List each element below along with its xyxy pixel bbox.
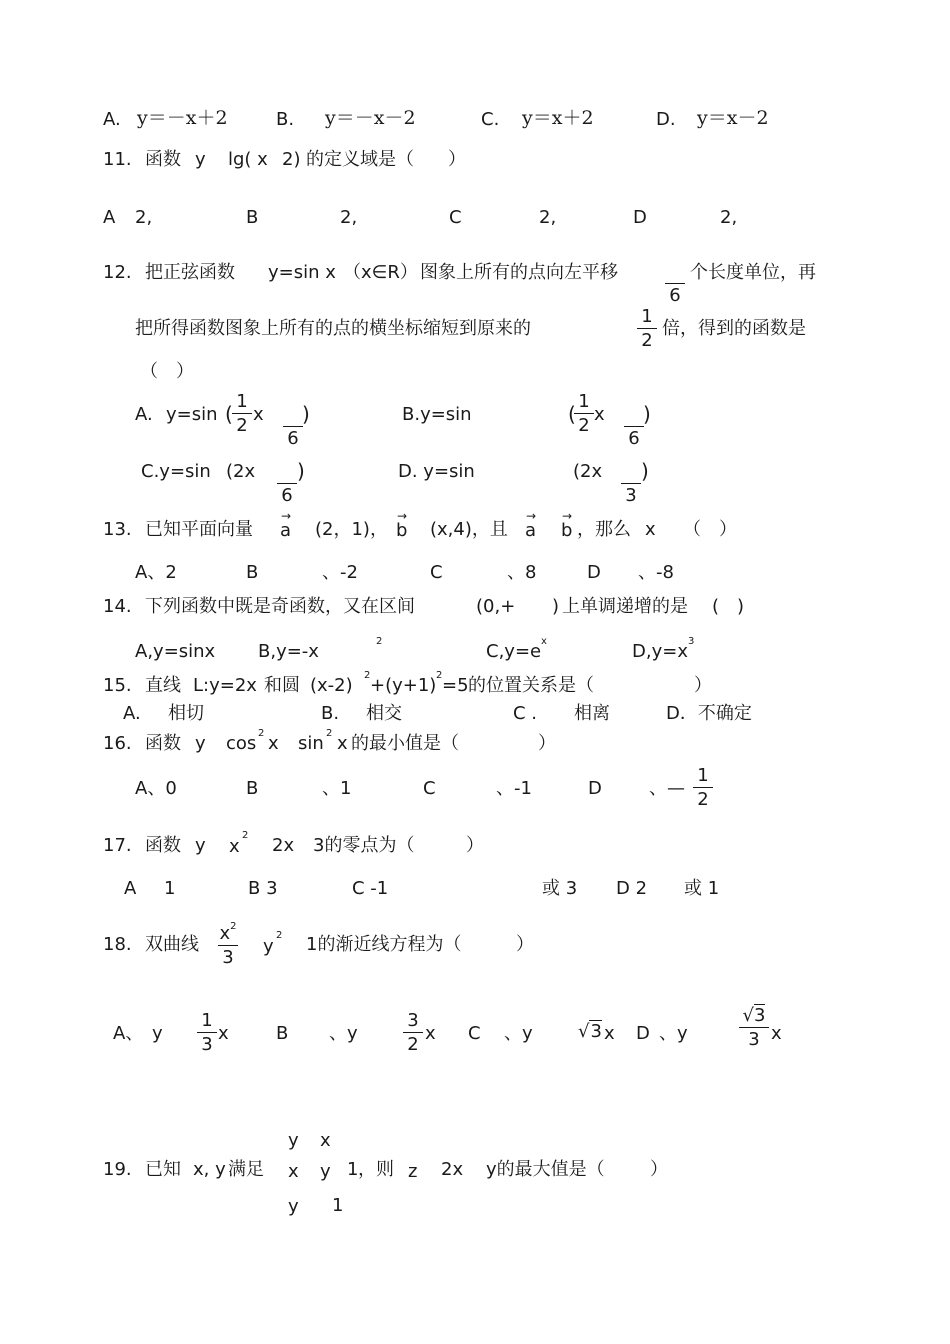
question-text: (x-2) bbox=[310, 675, 353, 696]
option-text: 、8 bbox=[507, 562, 537, 583]
question-text: 的位置关系是（ bbox=[468, 675, 594, 696]
exponent: 2 bbox=[242, 830, 249, 841]
option-text: x bbox=[218, 1023, 229, 1044]
fraction-three-halves: 3 2 bbox=[402, 1012, 424, 1054]
option-label: D bbox=[588, 778, 602, 799]
question-text: 2x bbox=[272, 835, 295, 856]
question-text: y bbox=[195, 835, 206, 856]
vector-arrow-icon: → bbox=[526, 509, 537, 523]
fraction-one-half: 1 2 bbox=[573, 393, 595, 435]
option-text: y＝－x－2 bbox=[325, 107, 416, 129]
vector-a: a bbox=[525, 520, 537, 541]
option-text: y＝x－2 bbox=[697, 107, 769, 129]
fraction-one-half: 1 2 bbox=[692, 767, 714, 809]
question-number: 14. bbox=[103, 596, 132, 617]
option-text: 、— bbox=[649, 778, 685, 799]
option-label: A. bbox=[135, 404, 153, 425]
fraction-pi-over-6: 6 bbox=[664, 263, 686, 305]
question-text: ） bbox=[538, 733, 556, 754]
option-label: B. bbox=[321, 703, 340, 724]
option-text: y＝x＋2 bbox=[522, 107, 594, 129]
fraction-pi-over-6: 6 bbox=[623, 406, 645, 448]
vector-a: a bbox=[280, 520, 292, 541]
option-text: x bbox=[253, 404, 264, 425]
option-text: x bbox=[771, 1023, 782, 1044]
question-text: lg( x bbox=[228, 149, 268, 170]
question-text: y bbox=[195, 149, 206, 170]
option-text: x bbox=[604, 1023, 615, 1044]
question-text: (0,+ bbox=[476, 596, 516, 617]
question-text: y的最大值是（ bbox=[486, 1159, 605, 1180]
option-text: 、-8 bbox=[638, 562, 674, 583]
question-text: (2，1)， bbox=[315, 519, 388, 540]
option-text: 2, bbox=[135, 207, 153, 228]
option-label: D bbox=[587, 562, 601, 583]
option-text: ( bbox=[568, 402, 576, 426]
option-text: (2x bbox=[573, 461, 603, 482]
option-text: 相交 bbox=[366, 703, 402, 724]
answer-paren: （ ） bbox=[683, 519, 737, 540]
question-text: 双曲线 bbox=[145, 934, 199, 955]
option-text: y bbox=[152, 1023, 163, 1044]
question-text: ） bbox=[448, 149, 466, 170]
option-label: C bbox=[430, 562, 443, 583]
question-text: L:y=2x bbox=[193, 675, 257, 696]
question-text: x bbox=[268, 733, 279, 754]
question-text: x bbox=[645, 519, 656, 540]
fraction-one-half: 1 2 bbox=[231, 393, 253, 435]
question-text: =5 bbox=[442, 675, 469, 696]
exponent: 2 bbox=[276, 930, 283, 941]
question-text: ） bbox=[650, 1159, 668, 1180]
question-text: （x∈R） bbox=[343, 262, 418, 283]
question-text: 函数 bbox=[145, 149, 181, 170]
option-text: 2, bbox=[340, 207, 358, 228]
question-text: 和圆 bbox=[264, 675, 300, 696]
answer-paren: ( ) bbox=[712, 596, 745, 617]
option-text: ) bbox=[302, 402, 310, 426]
question-text: 函数 bbox=[145, 733, 181, 754]
question-text: 的最小值是（ bbox=[351, 733, 459, 754]
exponent: 2 bbox=[436, 670, 443, 681]
fraction-one-half: 1 2 bbox=[636, 308, 658, 350]
option-text: 相切 bbox=[168, 703, 204, 724]
vector-b: b bbox=[561, 520, 573, 541]
question-number: 16. bbox=[103, 733, 132, 754]
question-text: 已知平面向量 bbox=[145, 519, 253, 540]
option-label: A bbox=[124, 878, 137, 899]
question-number: 15. bbox=[103, 675, 132, 696]
constraint-term: y bbox=[288, 1130, 299, 1151]
vector-arrow-icon: → bbox=[562, 509, 573, 523]
question-text: 2) bbox=[282, 149, 301, 170]
question-text: ） bbox=[466, 835, 484, 856]
option-text: 、-1 bbox=[496, 778, 532, 799]
answer-paren: （ ） bbox=[140, 361, 194, 382]
option-text: A、2 bbox=[135, 562, 177, 583]
option-text: y＝－x＋2 bbox=[137, 107, 228, 129]
fraction-pi-over-3: 3 bbox=[620, 463, 642, 505]
option-label: A bbox=[103, 207, 116, 228]
option-text: ) bbox=[297, 459, 305, 483]
option-text: B 3 bbox=[248, 878, 278, 899]
constraint-term: y bbox=[288, 1196, 299, 1217]
option-label: B bbox=[276, 1023, 289, 1044]
question-text: 3的零点为（ bbox=[313, 835, 415, 856]
exponent: 3 bbox=[688, 636, 695, 647]
constraint-term: 1 bbox=[347, 1159, 359, 1180]
vector-arrow-icon: → bbox=[281, 509, 292, 523]
option-label: C.y=sin bbox=[141, 461, 211, 482]
option-label: B bbox=[246, 778, 259, 799]
option-text: 或 1 bbox=[684, 878, 720, 899]
question-text: ） bbox=[694, 675, 712, 696]
question-number: 17. bbox=[103, 835, 132, 856]
option-label: A. bbox=[123, 703, 141, 724]
question-text: ) bbox=[552, 596, 560, 617]
option-text: 或 3 bbox=[542, 878, 578, 899]
option-label: D. bbox=[656, 109, 676, 130]
option-text: C,y=e bbox=[486, 641, 542, 662]
question-text: 满足 bbox=[228, 1159, 264, 1180]
question-text: x bbox=[337, 733, 348, 754]
option-text: y=sin bbox=[166, 404, 218, 425]
option-text: 1 bbox=[164, 878, 176, 899]
question-number: 13. bbox=[103, 519, 132, 540]
question-number: 19. bbox=[103, 1159, 132, 1180]
question-text: y=sin x bbox=[268, 262, 336, 283]
option-label: A、 bbox=[113, 1023, 144, 1044]
option-text: D 2 bbox=[616, 878, 648, 899]
option-label: B.y=sin bbox=[402, 404, 472, 425]
question-text: 上单调递增的是 bbox=[562, 596, 688, 617]
question-text: 的定义域是（ bbox=[306, 149, 414, 170]
question-text: ） bbox=[516, 934, 534, 955]
option-label: D. y=sin bbox=[398, 461, 475, 482]
question-text: 直线 bbox=[145, 675, 181, 696]
fraction-sqrt3-over-3: √3 3 bbox=[738, 1007, 770, 1049]
option-text: B,y=-x bbox=[258, 641, 319, 662]
fraction-one-third: 1 3 bbox=[196, 1012, 218, 1054]
fraction-x-squared-over-3: $x^2$ 3 bbox=[219, 921, 237, 968]
question-number: 18. bbox=[103, 934, 132, 955]
option-label: A. bbox=[103, 109, 121, 130]
option-text: ( bbox=[225, 402, 233, 426]
option-text: A,y=sinx bbox=[135, 641, 216, 662]
question-text: 倍，得到的函数是 bbox=[662, 318, 806, 339]
question-text: 把正弦函数 bbox=[145, 262, 235, 283]
exponent: 2 bbox=[258, 728, 265, 739]
option-text: ) bbox=[643, 402, 651, 426]
exponent: x bbox=[541, 636, 547, 647]
option-label: C . bbox=[513, 703, 538, 724]
option-label: D bbox=[633, 207, 647, 228]
question-text: 把所得函数图象上所有的点的横坐标缩短到原来的 bbox=[135, 318, 531, 339]
question-text: 下列函数中既是奇函数，又在区间 bbox=[145, 596, 415, 617]
question-text: 图象上所有的点向左平移 bbox=[420, 262, 618, 283]
option-text: ) bbox=[641, 459, 649, 483]
option-label: D bbox=[636, 1023, 650, 1044]
option-text: 、-2 bbox=[322, 562, 358, 583]
question-text: ，那么 bbox=[577, 519, 631, 540]
exponent: 2 bbox=[326, 728, 333, 739]
option-text: 相离 bbox=[574, 703, 610, 724]
question-text: +(y+1) bbox=[370, 675, 437, 696]
option-text: C -1 bbox=[352, 878, 389, 899]
option-text: (2x bbox=[226, 461, 256, 482]
question-text: (x,4)，且 bbox=[430, 519, 508, 540]
question-number: 12. bbox=[103, 262, 132, 283]
question-text: cos bbox=[226, 733, 257, 754]
option-text: 、y bbox=[659, 1023, 688, 1044]
question-text: 函数 bbox=[145, 835, 181, 856]
option-label: B bbox=[246, 562, 259, 583]
vector-arrow-icon: → bbox=[397, 509, 408, 523]
option-text: x bbox=[425, 1023, 436, 1044]
option-text: x bbox=[594, 404, 605, 425]
option-text: D．不确定 bbox=[666, 703, 752, 724]
question-text: 已知 bbox=[145, 1159, 181, 1180]
question-number: 11. bbox=[103, 149, 132, 170]
question-text: ，则 bbox=[358, 1159, 394, 1180]
option-text: D,y=x bbox=[632, 641, 688, 662]
question-text: y bbox=[195, 733, 206, 754]
option-label: C. bbox=[481, 109, 500, 130]
option-label: C bbox=[449, 207, 462, 228]
option-label: B bbox=[246, 207, 259, 228]
question-text: 个长度单位，再 bbox=[690, 262, 816, 283]
constraint-term: x bbox=[320, 1130, 331, 1151]
question-text: 2x bbox=[441, 1159, 464, 1180]
question-text: y bbox=[263, 936, 274, 957]
fraction-pi-over-6: 6 bbox=[276, 463, 298, 505]
question-text: x, y bbox=[193, 1159, 226, 1180]
constraint-term: x bbox=[288, 1161, 299, 1182]
sqrt-radical: √3 bbox=[578, 1021, 602, 1042]
constraint-term: 1 bbox=[332, 1195, 344, 1216]
constraint-term: y bbox=[320, 1161, 331, 1182]
question-text: x bbox=[229, 836, 240, 857]
option-text: 、y bbox=[504, 1023, 533, 1044]
option-label: B. bbox=[276, 109, 295, 130]
option-label: C bbox=[468, 1023, 481, 1044]
option-text: 、y bbox=[329, 1023, 358, 1044]
question-text: z bbox=[408, 1161, 418, 1182]
question-text: sin bbox=[298, 733, 324, 754]
exponent: 2 bbox=[376, 636, 383, 647]
option-text: A、0 bbox=[135, 778, 177, 799]
option-text: 、1 bbox=[322, 778, 352, 799]
option-label: C bbox=[423, 778, 436, 799]
question-text: 1的渐近线方程为（ bbox=[306, 934, 462, 955]
vector-b: b bbox=[396, 520, 408, 541]
option-text: 2, bbox=[720, 207, 738, 228]
exponent: 2 bbox=[364, 670, 371, 681]
option-text: 2, bbox=[539, 207, 557, 228]
fraction-pi-over-6: 6 bbox=[282, 406, 304, 448]
